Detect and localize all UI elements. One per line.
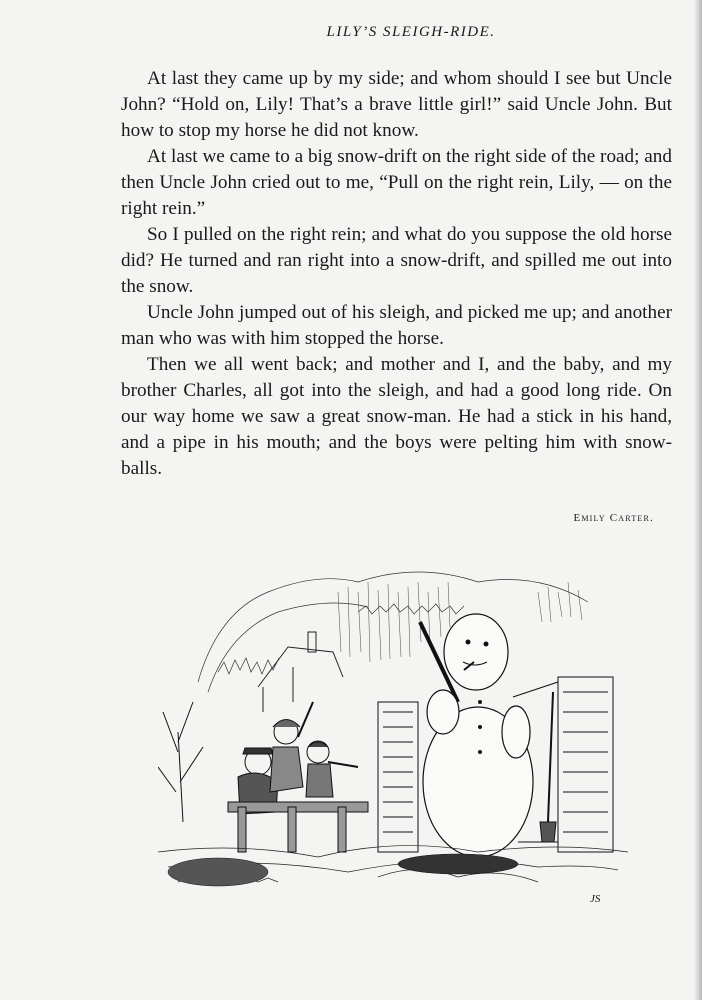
bare-tree-left xyxy=(158,702,203,822)
bushes xyxy=(168,854,518,886)
fence xyxy=(228,802,368,852)
house xyxy=(258,632,343,712)
snowman xyxy=(423,614,533,857)
paragraph: At last they came up by my side; and whom should I see but Uncle John? “Hold on, Lily! That’s a brave little girl!” said Uncle John. But how to stop my horse he did not know. xyxy=(121,68,672,141)
snowman-illustration xyxy=(158,552,628,922)
broom xyxy=(540,692,556,842)
illustrator-monogram: JS xyxy=(590,893,601,905)
running-head: LILY’S SLEIGH-RIDE. xyxy=(326,24,496,40)
author-signature: Emily Carter. xyxy=(573,512,654,524)
children xyxy=(238,702,358,814)
paragraph: Then we all went back; and mother and I, and the baby, and my brother Charles, all got into the sleigh, and had a good long ride. On our way home we saw a great snow-man. He had a stick in his hand, and a pipe in his mouth; and the boys were pelting him with snow-balls. xyxy=(121,354,672,479)
background-trees xyxy=(198,572,588,692)
story-text xyxy=(121,66,672,482)
paragraph: At last we came to a big snow-drift on the right side of the road; and then Uncle John cried out to me, “Pull on the right rein, Lily, — on the right rein.” xyxy=(121,146,672,219)
paragraph: Uncle John jumped out of his sleigh, and picked me up; and another man who was with him stopped the horse. xyxy=(121,302,672,349)
paragraph: So I pulled on the right rein; and what do you suppose the old horse did? He turned and ran right into a snow-drift, and spilled me out into the snow. xyxy=(121,224,672,297)
page-edge-shadow xyxy=(694,0,702,1000)
engraving-svg xyxy=(158,552,628,922)
